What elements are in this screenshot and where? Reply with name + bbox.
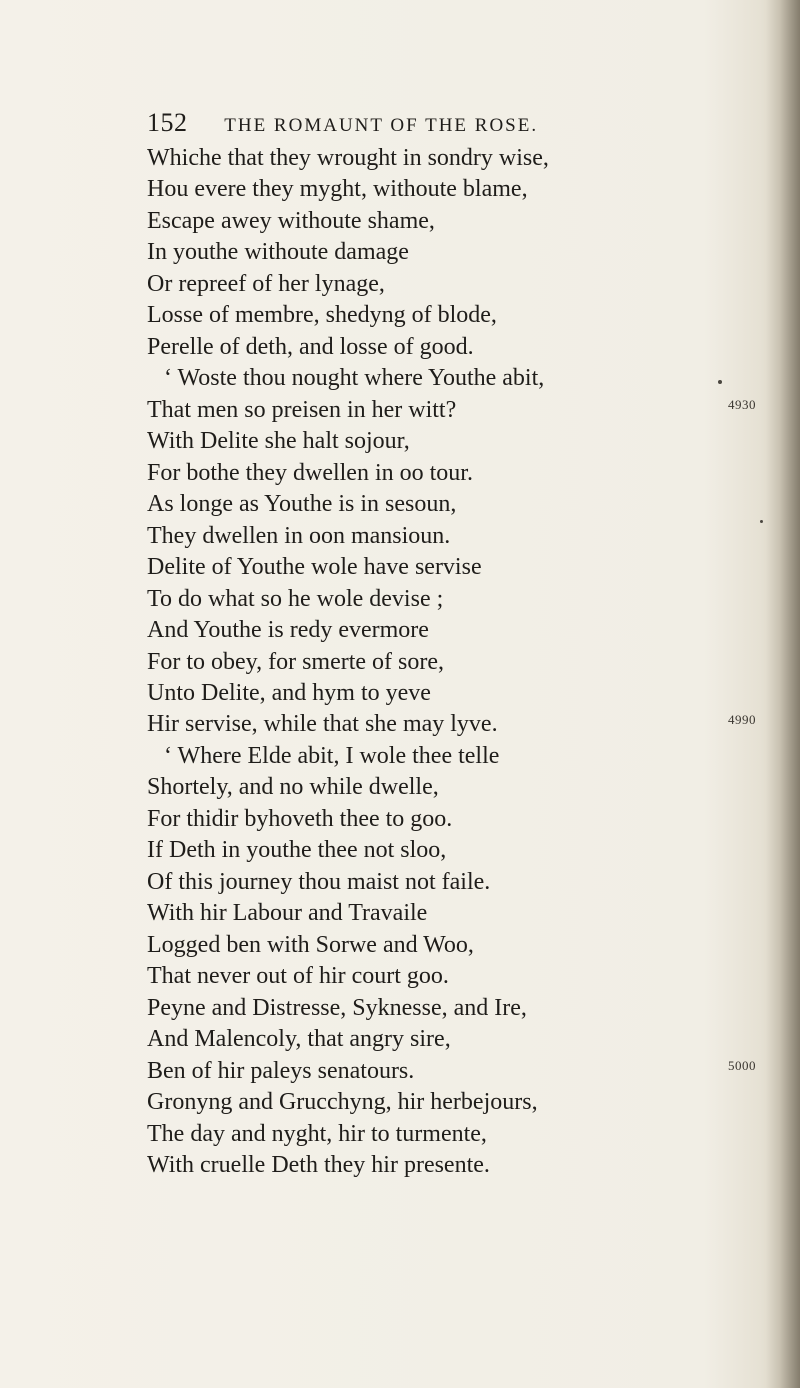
verse-line: That men so preisen in her witt? — [147, 396, 457, 423]
verse-line: ‘ Woste thou nought where Youthe abit, — [164, 365, 545, 392]
verse-line: Escape awey withoute shame, — [147, 207, 435, 234]
verse-line: If Deth in youthe thee not sloo, — [147, 837, 447, 864]
verse-line: Gronyng and Grucchyng, hir herbejours, — [147, 1089, 538, 1116]
verse-line: Losse of membre, shedyng of blode, — [147, 302, 497, 329]
verse-line: For to obey, for smerte of sore, — [147, 648, 445, 675]
verse-text — [147, 143, 717, 1181]
verse-line: That never out of hir court goo. — [147, 963, 449, 990]
verse-line: Whiche that they wrought in sondry wise, — [147, 145, 549, 171]
verse-line: Or repreef of her lynage, — [147, 270, 385, 297]
verse-line: Ben of hir paleys senatours. — [147, 1057, 415, 1084]
running-head: THE ROMAUNT OF THE ROSE. — [224, 115, 539, 136]
verse-line: ‘ Where Elde abit, I wole thee telle — [164, 742, 500, 769]
verse-line: The day and nyght, hir to turmente, — [147, 1120, 487, 1147]
verse-line: Delite of Youthe wole have servise — [147, 554, 482, 581]
verse-line: Hou evere they myght, withoute blame, — [147, 176, 528, 203]
verse-line: Peyne and Distresse, Syknesse, and Ire, — [147, 994, 527, 1021]
verse-line: To do what so he wole devise ; — [147, 585, 444, 612]
verse-line: With hir Labour and Travaile — [147, 900, 428, 927]
verse-line: With cruelle Deth they hir presente. — [147, 1152, 490, 1178]
verse-line: And Malencoly, that angry sire, — [147, 1026, 451, 1053]
page-edge-shadow — [766, 0, 800, 1388]
verse-line: And Youthe is redy evermore — [147, 617, 429, 644]
verse-line: They dwellen in oon mansioun. — [147, 522, 451, 549]
verse-line: Shortely, and no while dwelle, — [147, 774, 439, 801]
verse-line: As longe as Youthe is in sesoun, — [147, 491, 457, 518]
line-number-marker: 4930 — [728, 397, 756, 412]
verse-line: For bothe they dwellen in oo tour. — [147, 459, 473, 486]
verse-line: Logged ben with Sorwe and Woo, — [147, 931, 474, 958]
verse-line: For thidir byhoveth thee to goo. — [147, 805, 453, 832]
verse-line: Of this journey thou maist not faile. — [147, 868, 491, 895]
line-number-marker: 5000 — [728, 1058, 756, 1073]
verse-line: Hir servise, while that she may lyve. — [147, 711, 498, 738]
paper-speck — [718, 380, 722, 384]
verse-line: Unto Delite, and hym to yeve — [147, 679, 431, 706]
page-header — [147, 108, 538, 144]
verse-line: In youthe withoute damage — [147, 239, 409, 266]
line-number-marker: 4990 — [728, 712, 756, 727]
page-number: 152 — [147, 108, 188, 137]
verse-line: Perelle of deth, and losse of good. — [147, 333, 474, 360]
verse-line: With Delite she halt sojour, — [147, 428, 410, 455]
paper-speck — [760, 520, 763, 523]
